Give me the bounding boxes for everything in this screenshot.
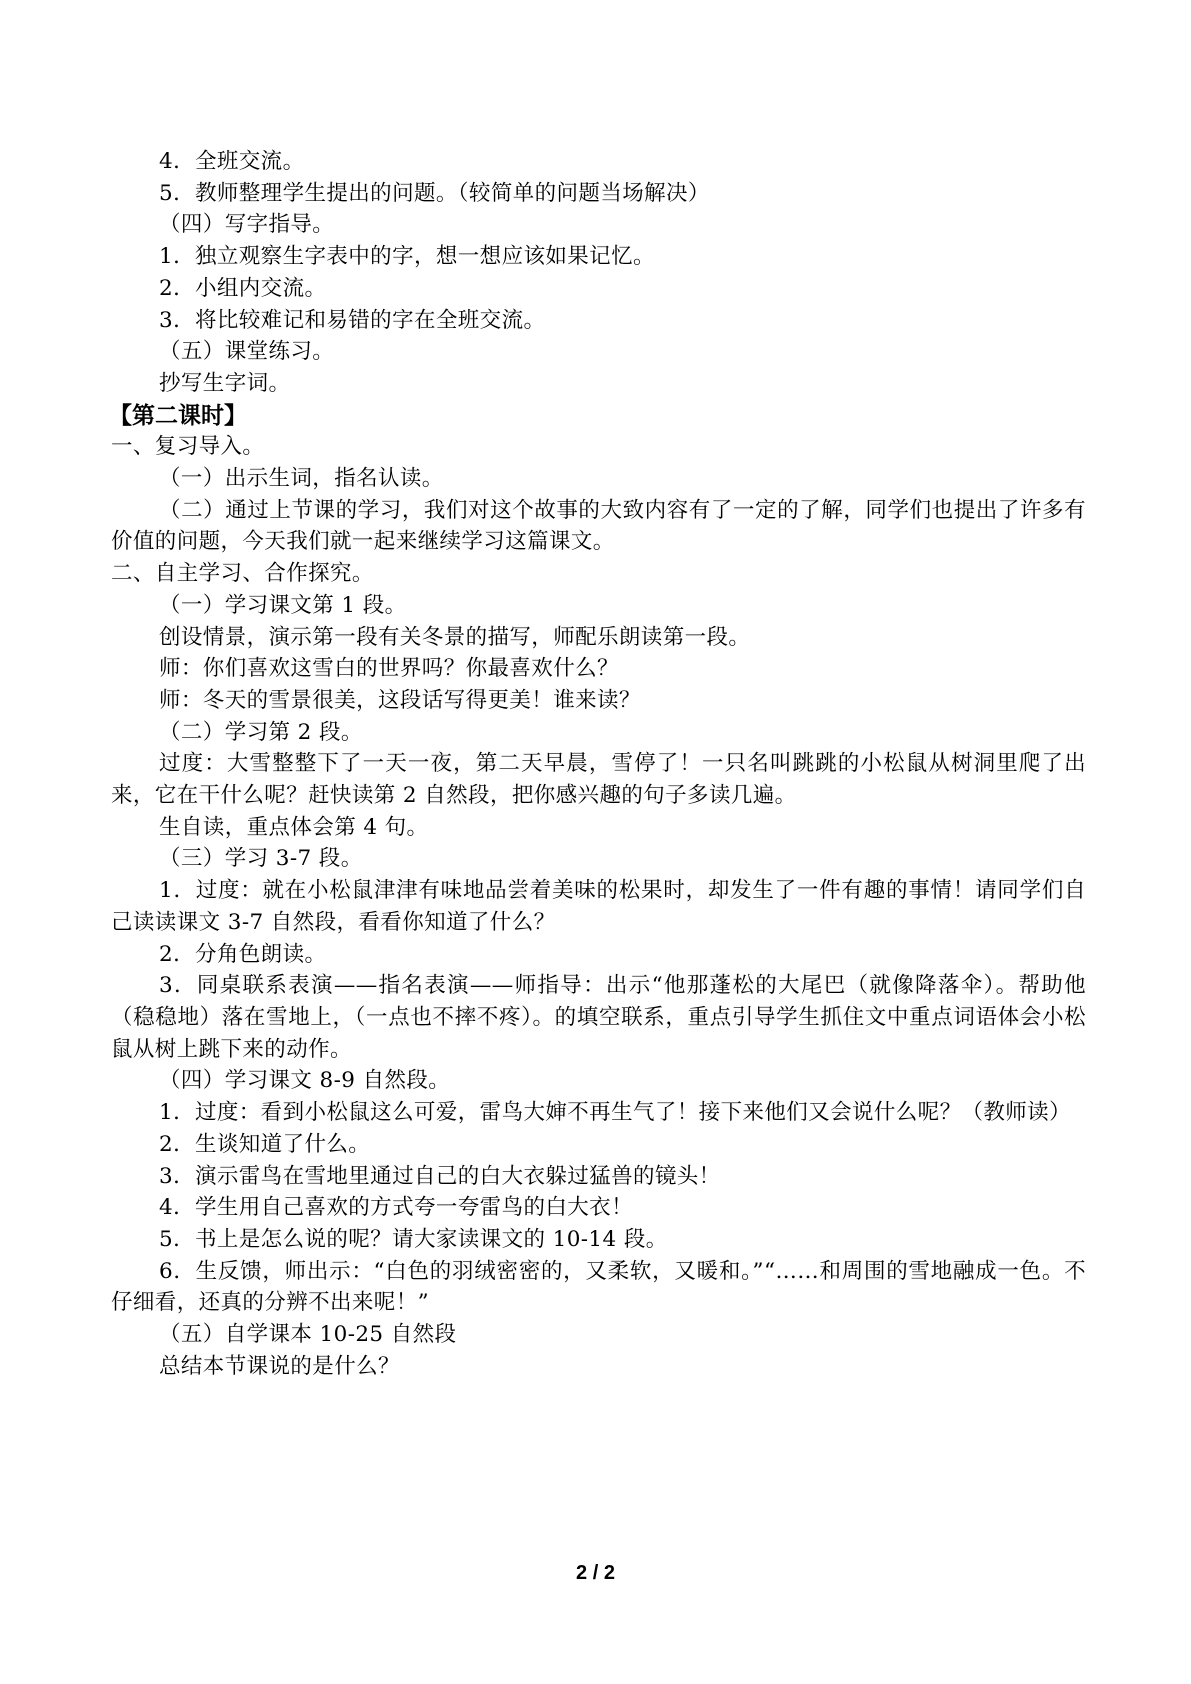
text-line: 师：冬天的雪景很美，这段话写得更美！谁来读？ [159, 687, 641, 713]
text-line: 4．学生用自己喜欢的方式夸一夸雷鸟的白大衣！ [159, 1195, 633, 1221]
paragraph: 6．生反馈，师出示：“白色的羽绒密密的，又柔软，又暖和。”“……和周围的雪地融成一色。不仔细看，还真的分辨不出来呢！” [111, 1258, 1086, 1316]
text-line: 1．独立观察生字表中的字，想一想应该如果记忆。 [159, 244, 655, 270]
paragraph: 过度：大雪整整下了一天一夜，第二天早晨，雪停了！一只名叫跳跳的小松鼠从树洞里爬了出来，它在干什么呢？赶快读第 2 自然段，把你感兴趣的句子多读几遍。 [111, 751, 1086, 809]
paragraph: 1．过度：就在小松鼠津津有味地品尝着美味的松果时，却发生了一件有趣的事情！请同学们自己读读课文 3-7 自然段，看看你知道了什么？ [111, 878, 1086, 935]
text-line: 3．演示雷鸟在雪地里通过自己的白大衣躲过猛兽的镜头！ [159, 1163, 721, 1189]
text-line: 5．书上是怎么说的呢？请大家读课文的 10-14 段。 [159, 1226, 668, 1252]
paragraph: 1．过度：看到小松鼠这么可爱，雷鸟大婶不再生气了！接下来他们又会说什么呢？（教师读） [159, 1100, 1071, 1126]
text-line: 2．分角色朗读。 [159, 941, 327, 967]
text-line: 2．生谈知道了什么。 [159, 1131, 371, 1157]
text-line: 4．全班交流。 [159, 149, 305, 174]
text-line: （四）写字指导。 [159, 212, 335, 238]
section-title: 一、复习导入。 [111, 434, 265, 460]
text-line: （五）课堂练习。 [159, 339, 335, 365]
text-line: （三）学习 3-7 段。 [159, 846, 363, 872]
lesson-heading: 【第二课时】 [109, 401, 247, 429]
text-line: 5．教师整理学生提出的问题。（较简单的问题当场解决） [159, 180, 710, 206]
paragraph: （二）通过上节课的学习，我们对这个故事的大致内容有了一定的了解，同学们也提出了许多有价值的问题，今天我们就一起来继续学习这篇课文。 [111, 497, 1086, 555]
page-number: 2 / 2 [576, 1562, 615, 1584]
text-line: 3．将比较难记和易错的字在全班交流。 [159, 307, 546, 333]
text-line: （一）出示生词，指名认读。 [159, 466, 444, 492]
text-line: 生自读，重点体会第 4 句。 [159, 814, 429, 840]
paragraph: 3．同桌联系表演——指名表演——师指导：出示“他那蓬松的大尾巴（就像降落伞）。帮助他（稳稳地）落在雪地上，（一点也不摔不疼）。的填空联系，重点引导学生抓住文中重点词语体会小松鼠从树上跳下来的动作。 [111, 973, 1086, 1062]
document-body [111, 146, 1086, 1382]
text-line: 总结本节课说的是什么？ [159, 1353, 400, 1379]
text-line: 创设情景，演示第一段有关冬景的描写，师配乐朗读第一段。 [159, 624, 751, 650]
text-line: （四）学习课文 8-9 自然段。 [159, 1068, 451, 1094]
text-line: 师：你们喜欢这雪白的世界吗？你最喜欢什么？ [159, 656, 619, 682]
section-title: 二、自主学习、合作探究。 [111, 561, 374, 587]
text-line: 抄写生字词。 [159, 370, 291, 396]
text-line: （五）自学课本 10-25 自然段 [159, 1322, 457, 1348]
text-line: （二）学习第 2 段。 [159, 719, 363, 745]
text-line: 2．小组内交流。 [159, 275, 327, 301]
text-line: （一）学习课文第 1 段。 [159, 592, 407, 618]
